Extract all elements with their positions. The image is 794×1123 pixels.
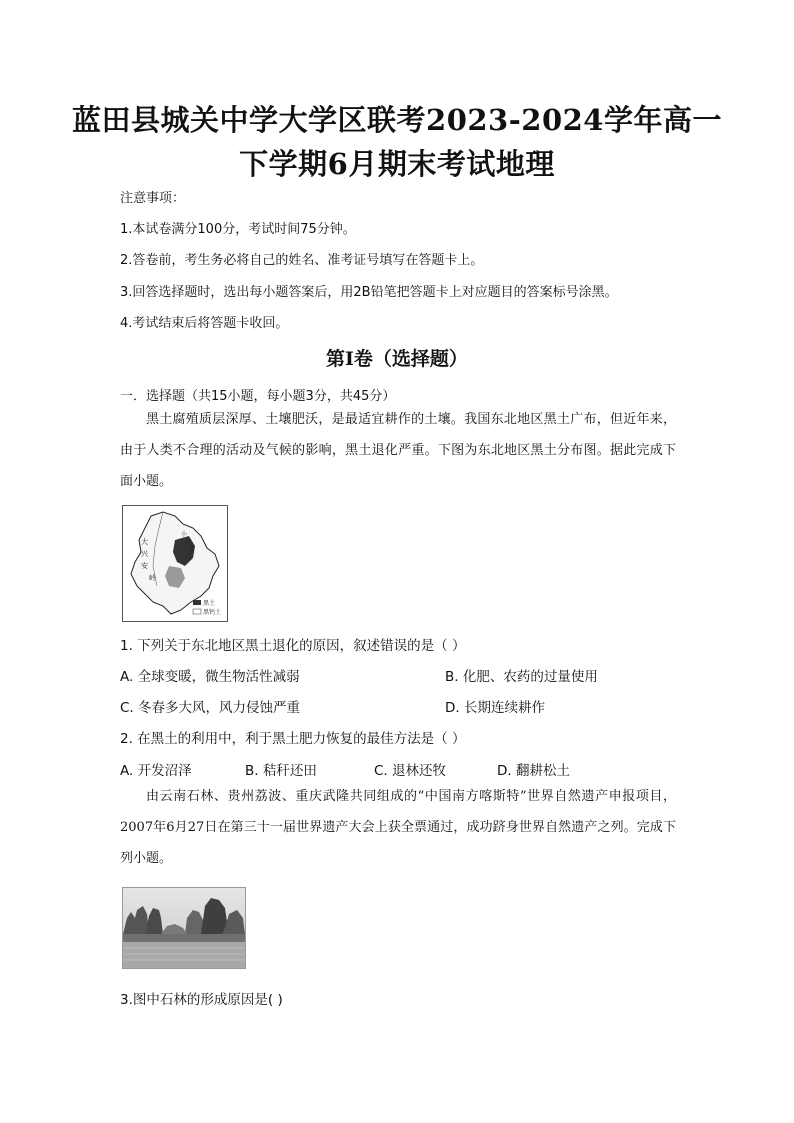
stone-forest-photo — [122, 887, 246, 969]
q1-option-b: B. 化肥、农药的过量使用 — [445, 669, 598, 685]
legend-label-black-soil: 黑土 — [203, 600, 216, 607]
q2-option-c: C. 退林还牧 — [374, 763, 447, 779]
q2-option-a: A. 开发沼泽 — [120, 763, 192, 779]
map-label-5: 小 — [181, 531, 188, 538]
question-3-stem: 3.图中石林的形成原因是( ) — [120, 992, 283, 1008]
map-label-2: 兴 — [141, 550, 148, 558]
passage-black-soil: 黑土腐殖质层深厚、土壤肥沃，是最适宜耕作的土壤。我国东北地区黑土广布，但近年来，由于人类不合理的活动及气候的影响，黑土退化严重。下图为东北地区黑土分布图。据此完成下面小题。 — [120, 412, 676, 489]
black-soil-distribution-map — [122, 505, 228, 622]
note-item-4: 4.考试结束后将答题卡收回。 — [120, 316, 289, 331]
passage-karst: 由云南石林、贵州荔波、重庆武隆共同组成的“中国南方喀斯特”世界自然遗产申报项目，2007年6月27日在第三十一届世界遗产大会上获全票通过，成功跻身世界自然遗产之列。完成下列小题。 — [120, 789, 676, 866]
map-label-1: 大 — [141, 538, 148, 546]
map-label-4: 岭 — [149, 574, 156, 582]
doc-title-line2: 下学期6月期末考试地理 — [239, 147, 555, 181]
legend-swatch-black-soil — [193, 600, 201, 605]
stone-forest-illustration — [123, 888, 245, 968]
note-item-2: 2.答卷前，考生务必将自己的姓名、准考证号填写在答题卡上。 — [120, 253, 484, 268]
note-item-3: 3.回答选择题时，选出每小题答案后，用2B铅笔把答题卡上对应题目的答案标号涂黑。 — [120, 285, 618, 300]
question-2-stem: 2. 在黑土的利用中，利于黑土肥力恢复的最佳方法是（ ） — [120, 731, 466, 747]
q2-option-b: B. 秸秆还田 — [245, 763, 317, 779]
note-item-1: 1.本试卷满分100分，考试时间75分钟。 — [120, 222, 356, 237]
q1-option-c: C. 冬春多大风，风力侵蚀严重 — [120, 700, 301, 716]
northeast-china-map-svg — [123, 506, 227, 621]
section-title: 第I卷（选择题） — [326, 348, 468, 370]
doc-title-line1: 蓝田县城关中学大学区联考2023-2024学年高一 — [72, 103, 722, 137]
q2-option-d: D. 翻耕松土 — [497, 763, 570, 779]
lake-water — [123, 942, 245, 968]
map-label-6: 兴 — [185, 539, 192, 546]
section-subtitle: 一．选择题（共15小题，每小题3分，共45分） — [120, 389, 396, 404]
shoreline — [123, 934, 245, 942]
legend-label-chernozem: 黑钙土 — [203, 609, 222, 616]
question-1-stem: 1. 下列关于东北地区黑土退化的原因，叙述错误的是（ ） — [120, 638, 466, 654]
q1-option-a: A. 全球变暖，微生物活性减弱 — [120, 669, 300, 685]
map-label-3: 安 — [141, 562, 148, 570]
notes-heading: 注意事项： — [120, 191, 186, 206]
q1-option-d: D. 长期连续耕作 — [445, 700, 545, 716]
map-label-7: 安 — [189, 547, 196, 554]
legend-swatch-chernozem — [193, 609, 201, 614]
